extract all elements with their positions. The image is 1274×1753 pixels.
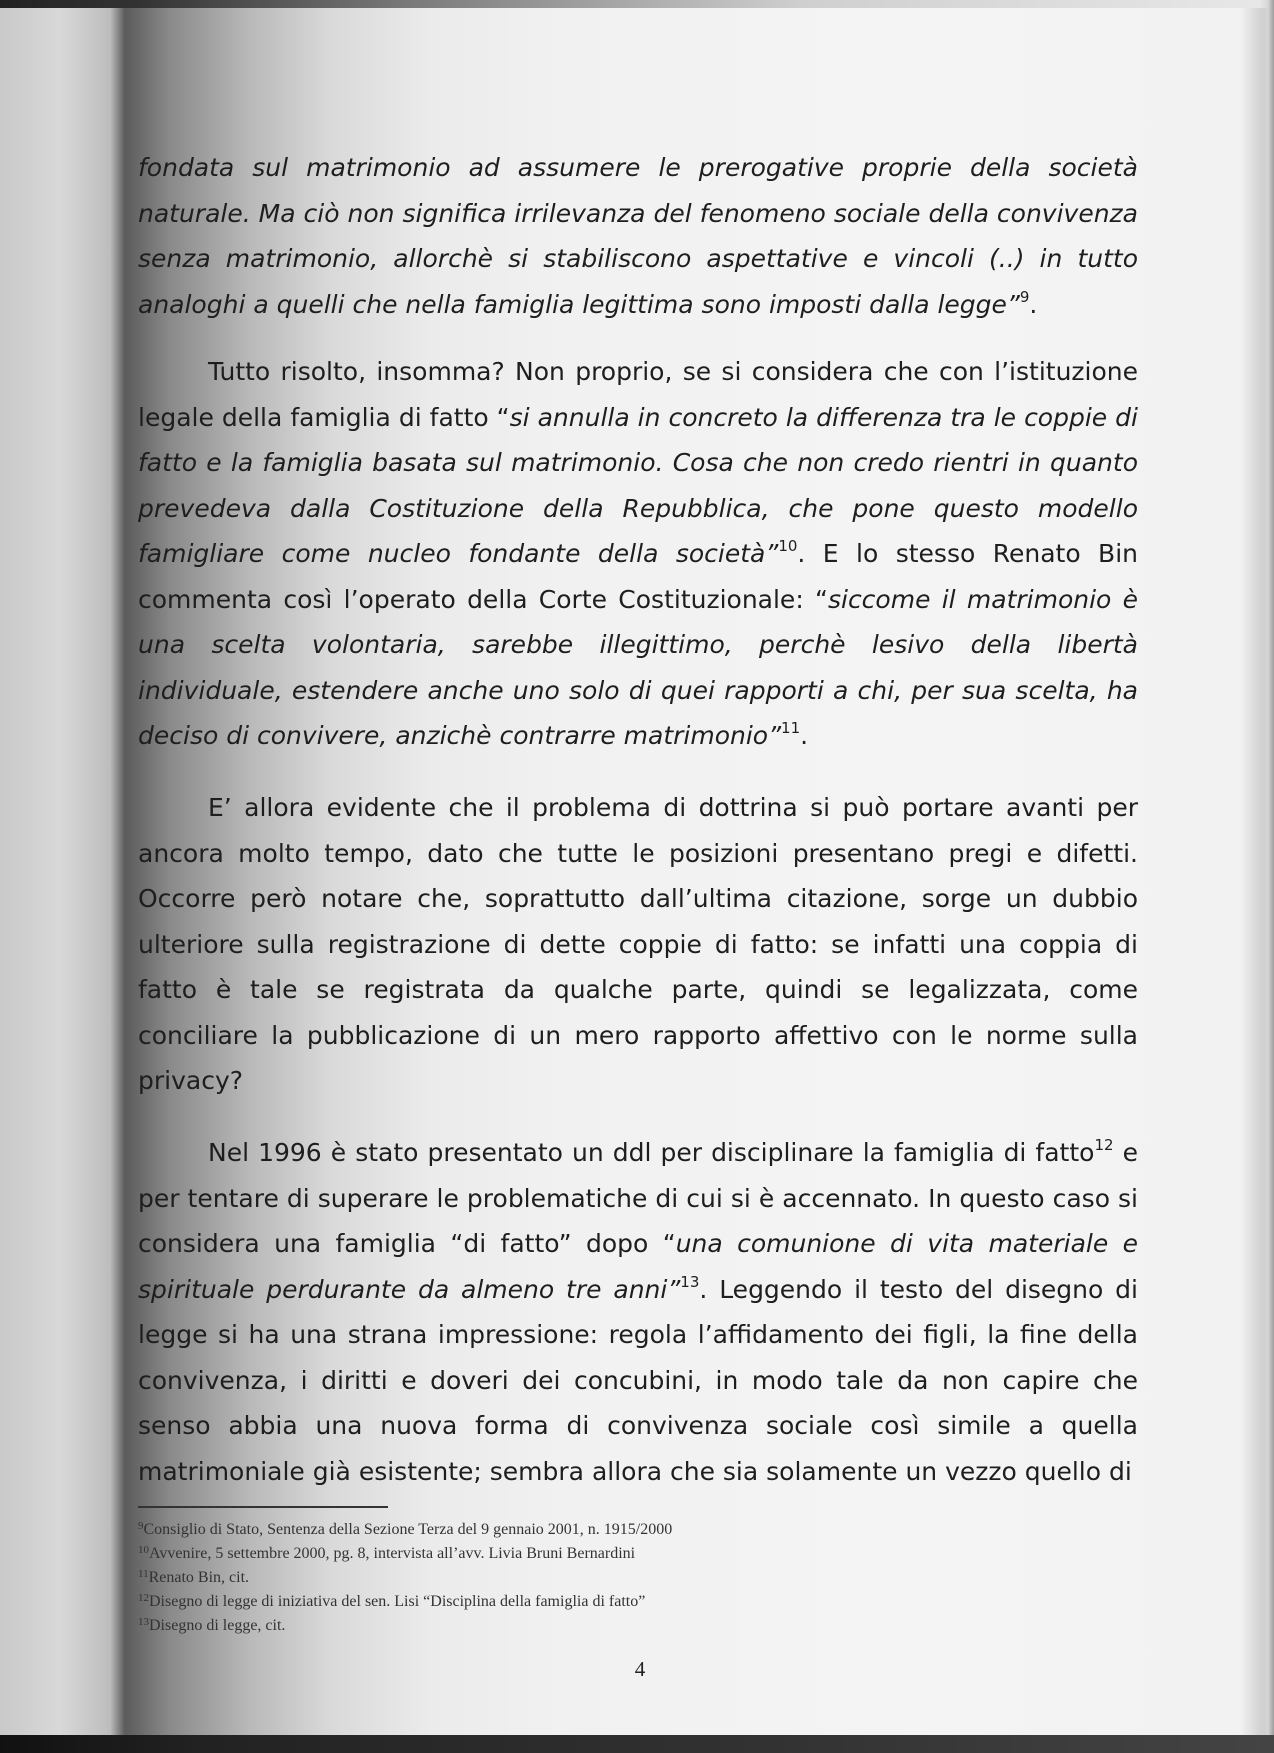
footnote-ref: 11 — [781, 719, 801, 737]
footnote-ref: 9 — [1019, 287, 1030, 306]
footnote-ref: 10 — [778, 537, 798, 555]
italic-quote: siccome il matrimonio è una scelta volontaria, sarebbe illegittimo, perchè lesivo della libertà individuale, estendere anche uno solo di quei rapporti a chi, per sua scelta, ha deciso di convivere, anzichè contrarre matrimonio” — [138, 584, 1138, 750]
text-run: Nel 1996 è stato presentato un ddl per disciplinare la famiglia di fatto — [208, 1138, 1095, 1167]
footnote-10: $^{10}$Avvenire, 5 settembre 2000, pg. 8, intervista all’avv. Livia Bruni Bernardini — [138, 1544, 636, 1562]
footnote-12: $^{12}$Disegno di legge di iniziativa del sen. Lisi “Disciplina della famiglia di fatto” — [138, 1592, 646, 1610]
text-run: . — [800, 721, 809, 750]
page-number: 4 — [634, 1657, 646, 1681]
text-run: . E lo stesso Renato Bin commenta così l’operato della Corte Costituzionale: “ — [138, 539, 1139, 614]
footnote-ref: 12 — [1094, 1136, 1114, 1154]
scan-top-edge — [0, 0, 1274, 8]
text-run: . Leggendo il testo del disegno di legge si ha una strana impressione: regola l’affidamento dei figli, la fine della convivenza, i diritti e doveri dei concubini, in modo tale da non capire che senso abbia una nuova forma di convivenza sociale così simile a quella matrimoniale già esistente; sembra allora che sia solamente un vezzo quello di — [138, 1274, 1138, 1486]
italic-quote: fondata sul matrimonio ad assumere le prerogative proprie della società naturale. Ma ciò non significa irrilevanza del fenomeno sociale della convivenza senza matrimonio, allorchè si stabiliscono aspettative e vincoli (..) in tutto analoghi a quelli che nella famiglia legittima sono imposti dalla legge” — [138, 153, 1138, 319]
footnote-13: $^{13}$Disegno di legge, cit. — [138, 1616, 286, 1634]
binding-shadow — [0, 0, 130, 1753]
paragraph-4 — [138, 1130, 1138, 1494]
footnote-separator — [138, 1506, 388, 1508]
scan-bottom-edge — [0, 1735, 1274, 1753]
footnotes — [138, 1516, 898, 1636]
paragraph-3 — [138, 785, 1138, 1104]
paragraph-2 — [138, 349, 1138, 759]
text-run: Tutto risolto, insomma? Non proprio, se si considera che con l’istituzione legale della famiglia di fatto “ — [138, 357, 1138, 432]
paragraph-1 — [138, 145, 1138, 327]
italic-quote: si annulla in concreto la differenza tra le coppie di fatto e la famiglia basata sul matrimonio. Cosa che non credo rientri in quanto prevedeva dalla Costituzione della Repubblica, che pone questo modello famigliare come nucleo fondante della società” — [138, 402, 1138, 568]
footnote-9: $^9$Consiglio di Stato, Sentenza della Sezione Terza del 9 gennaio 2001, n. 1915/2000 — [138, 1520, 673, 1538]
italic-quote: una comunione di vita materiale e spirituale perdurante da almeno tre anni” — [138, 1229, 1139, 1304]
footnote-11: $^{11}$Renato Bin, cit. — [138, 1568, 250, 1586]
scan-right-edge — [1260, 0, 1274, 1753]
text-run: E’ allora evidente che il problema di dottrina si può portare avanti per ancora molto tempo, dato che tutte le posizioni presentano pregi e difetti. Occorre però notare che, soprattutto dall’ultima citazione, sorge un dubbio ulteriore sulla registrazione di dette coppie di fatto: se infatti una coppia di fatto è tale se registrata da qualche parte, quindi se legalizzata, come conciliare la pubblicazione di un mero rapporto affettivo con le norme sulla privacy? — [138, 793, 1138, 1095]
footnote-ref: 13 — [680, 1272, 700, 1291]
text-run: . — [1029, 289, 1038, 319]
text-run: e per tentare di superare le problematiche di cui si è accennato. In questo caso si considera una famiglia “di fatto” dopo “ — [138, 1138, 1138, 1258]
